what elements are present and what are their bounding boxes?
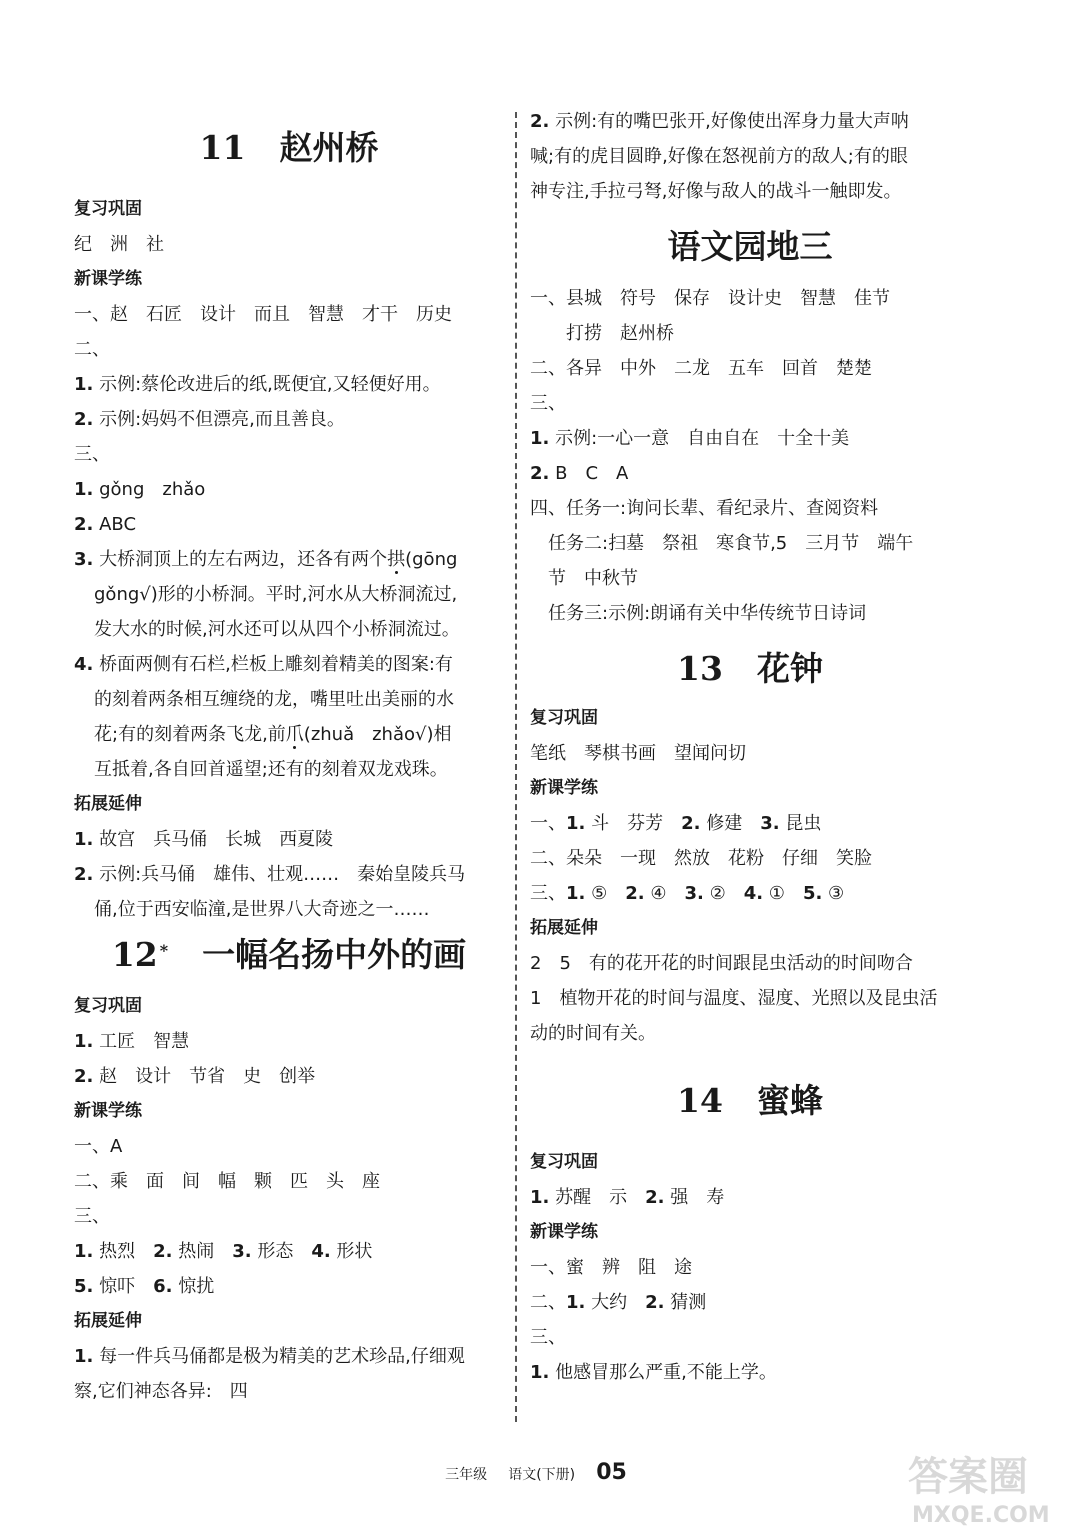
- section-heading: 拓展延伸: [74, 794, 142, 814]
- answer-line: 2. ABC: [74, 514, 137, 535]
- answer-line: 三、: [530, 1327, 566, 1348]
- section-heading: 复习巩固: [74, 199, 142, 219]
- lesson-14-title: [530, 1079, 970, 1123]
- section-heading: 复习巩固: [530, 1152, 598, 1172]
- answer-line: 1. 他感冒那么严重,不能上学。: [530, 1362, 777, 1383]
- lesson-name: 蜜蜂: [756, 1081, 823, 1120]
- section-heading: 新课学练: [530, 1222, 598, 1242]
- answer-line: 1. 故宫 兵马俑 长城 西夏陵: [74, 829, 334, 850]
- lesson-13-title: [530, 647, 970, 691]
- answer-line: 4. 桥面两侧有石栏,栏板上雕刻着精美的图案:有: [74, 654, 453, 675]
- answer-line: 2. B C A: [530, 463, 629, 484]
- answer-line: 1. 示例:一心一意 自由自在 十全十美: [530, 428, 850, 449]
- answer-line: 任务二:扫墓 祭祖 寒食节,5 三月节 端午: [530, 533, 914, 554]
- answer-line: 5. 惊吓 6. 惊扰: [74, 1276, 215, 1297]
- answer-line: 一、县城 符号 保存 设计史 智慧 佳节: [530, 288, 890, 309]
- answer-line: 三、1. ⑤ 2. ④ 3. ② 4. ① 5. ③: [530, 883, 845, 904]
- answer-line: 1. 工匠 智慧: [74, 1031, 190, 1052]
- answer-line: 喊;有的虎目圆睁,好像在怒视前方的敌人;有的眼: [530, 146, 908, 167]
- answer-line: 任务三:示例:朗诵有关中华传统节日诗词: [530, 603, 867, 624]
- answer-line: 动的时间有关。: [530, 1023, 656, 1044]
- answer-line: 1. 示例:蔡伦改进后的纸,既便宜,又轻便好用。: [74, 374, 441, 395]
- answer-line: 笔纸 琴棋书画 望闻问切: [530, 743, 746, 764]
- answer-line: 察,它们神态各异: 四: [74, 1381, 248, 1402]
- answer-line: 2. 赵 设计 节省 史 创举: [74, 1066, 316, 1087]
- answer-line: 一、A: [74, 1136, 123, 1157]
- garden-3-title: 语文园地三: [667, 227, 833, 266]
- answer-line: 3. 大桥洞顶上的左右两边，还各有两个拱(gōng: [74, 549, 458, 570]
- footer-grade: 三年级: [445, 1467, 488, 1483]
- section-heading: 拓展延伸: [74, 1311, 142, 1331]
- answer-line: 一、赵 石匠 设计 而且 智慧 才干 历史: [74, 304, 452, 325]
- lesson-number: 11: [199, 128, 246, 167]
- watermark-logo: [904, 1442, 1054, 1532]
- footer-subject: 语文(下册): [508, 1467, 576, 1483]
- lesson-number: 14: [677, 1081, 723, 1120]
- lesson-name: 一幅名扬中外的画: [202, 935, 467, 974]
- answer-line: 三、: [74, 1206, 110, 1227]
- answer-line: 1. gǒng zhǎo: [74, 479, 206, 500]
- left-column: [74, 100, 504, 1409]
- section-heading: 新课学练: [530, 778, 598, 798]
- answer-line: 二、乘 面 间 幅 颗 匹 头 座: [74, 1171, 380, 1192]
- answer-line: 二、1. 大约 2. 猜测: [530, 1292, 707, 1313]
- page-number: 05: [596, 1460, 627, 1485]
- answer-line: 互抵着,各自回首遥望;还有的刻着双龙戏珠。: [94, 759, 448, 780]
- answer-line: 的刻着两条相互缠绕的龙，嘴里吐出美丽的水: [94, 689, 454, 710]
- answer-line: 发大水的时候,河水还可以从四个小桥洞流过。: [94, 619, 460, 640]
- section-heading: 拓展延伸: [530, 918, 598, 938]
- lesson-12-title: [74, 933, 504, 977]
- section-heading: 新课学练: [74, 269, 142, 289]
- answer-line: 花;有的刻着两条飞龙,前爪(zhuǎ zhǎo√)相: [94, 724, 452, 745]
- answer-line: 三、: [74, 444, 110, 465]
- lesson-name: 赵州桥: [279, 128, 379, 167]
- emphasis-dot-char: 拱: [387, 549, 406, 570]
- answer-line: 1. 每一件兵马俑都是极为精美的艺术珍品,仔细观: [74, 1346, 465, 1367]
- answer-line: 2 5 有的花开花的时间跟昆虫活动的时间吻合: [530, 953, 913, 974]
- answer-line: 2. 示例:兵马俑 雄伟、壮观…… 秦始皇陵兵马: [74, 864, 466, 885]
- answer-line: 二、: [74, 339, 110, 360]
- answer-line: gǒng√)形的小桥洞。平时,河水从大桥洞流过,: [94, 584, 458, 605]
- section-heading: 新课学练: [74, 1101, 142, 1121]
- answer-line: 俑,位于西安临潼,是世界八大奇迹之一……: [94, 899, 430, 920]
- lesson-number: 13: [677, 649, 723, 688]
- answer-line: 1 植物开花的时间与温度、湿度、光照以及昆虫活: [530, 988, 938, 1009]
- lesson-11-title: [74, 126, 504, 170]
- answer-line: 二、各异 中外 二龙 五车 回首 楚楚: [530, 358, 872, 379]
- answer-line: 四、任务一:询问长辈、看纪录片、查阅资料: [530, 498, 879, 519]
- right-column: [530, 100, 970, 1390]
- column-divider: [515, 112, 517, 1422]
- answer-line: 纪 洲 社: [74, 234, 164, 255]
- answer-line: 打捞 赵州桥: [530, 323, 674, 344]
- answer-line: 一、蜜 辨 阻 途: [530, 1257, 692, 1278]
- watermark-bottom-text: MXQE.COM: [912, 1503, 1050, 1528]
- answer-line: 2. 示例:有的嘴巴张开,好像使出浑身力量大声呐: [530, 111, 909, 132]
- watermark-top-text: 答案圈: [908, 1454, 1028, 1500]
- emphasis-dot-char: 爪: [285, 724, 304, 745]
- section-heading: 复习巩固: [530, 708, 598, 728]
- answer-line: 1. 苏醒 示 2. 强 寿: [530, 1187, 725, 1208]
- answer-line: 二、朵朵 一现 然放 花粉 仔细 笑脸: [530, 848, 872, 869]
- section-heading: 复习巩固: [74, 996, 142, 1016]
- answer-line: 2. 示例:妈妈不但漂亮,而且善良。: [74, 409, 345, 430]
- answer-line: 神专注,手拉弓弩,好像与敌人的战斗一触即发。: [530, 181, 902, 202]
- answer-line: 节 中秋节: [530, 568, 638, 589]
- lesson-name: 花钟: [756, 649, 823, 688]
- answer-line: 1. 热烈 2. 热闹 3. 形态 4. 形状: [74, 1241, 373, 1262]
- answer-line: 一、1. 斗 芬芳 2. 修建 3. 昆虫: [530, 813, 822, 834]
- answer-line: 三、: [530, 393, 566, 414]
- lesson-number: 12 *: [111, 935, 169, 974]
